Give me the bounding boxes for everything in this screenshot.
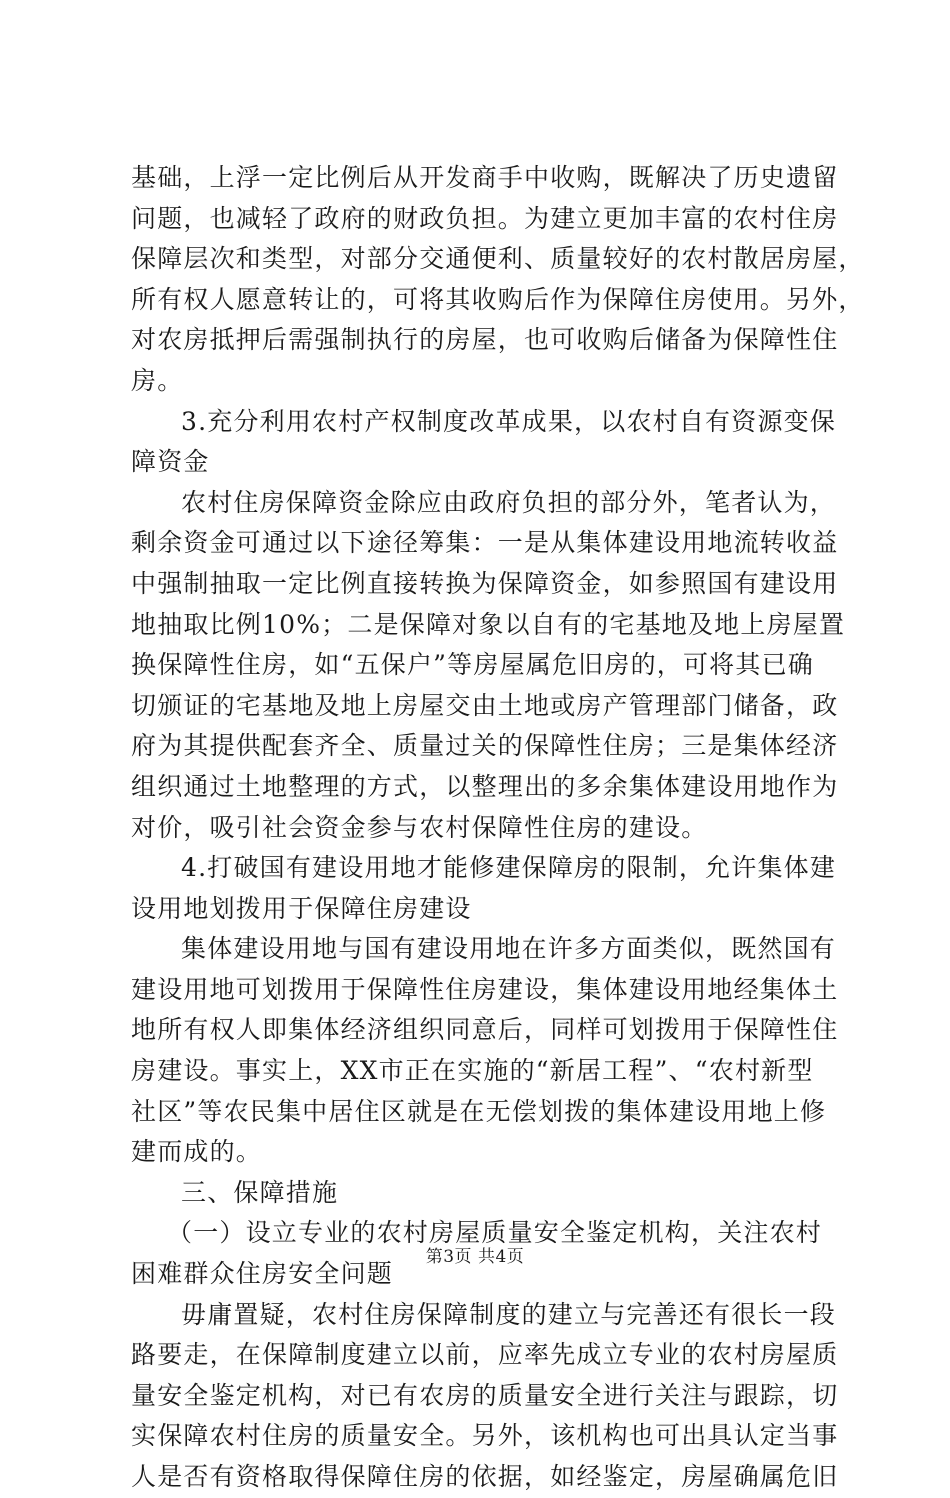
text-line: 房建设。事实上，XX市正在实施的“新居工程”、“农村新型 — [131, 1056, 814, 1086]
text-line: 地抽取比例10%；二是保障对象以自有的宅基地及地上房屋置 — [131, 609, 846, 639]
document-body — [131, 158, 865, 1498]
text-line: 切颁证的宅基地及地上房屋交由土地或房产管理部门储备，政 — [131, 690, 839, 720]
text-line: 所有权人愿意转让的，可将其收购后作为保障住房使用。另外， — [131, 284, 865, 314]
text-line: 保障层次和类型，对部分交通便利、质量较好的农村散居房屋， — [131, 244, 865, 274]
subsection-heading-1: （一）设立专业的农村房屋质量安全鉴定机构，关注农村 — [167, 1218, 823, 1248]
text-line: 困难群众住房安全问题 — [131, 1259, 394, 1289]
paragraph-start: 农村住房保障资金除应由政府负担的部分外，笔者认为， — [181, 487, 837, 517]
text-line: 实保障农村住房的质量安全。另外，该机构也可出具认定当事 — [131, 1421, 839, 1451]
text-line: 对价，吸引社会资金参与农村保障性住房的建设。 — [131, 812, 708, 842]
section-heading-3: 3.充分利用农村产权制度改革成果，以农村自有资源变保 — [181, 406, 837, 436]
section-heading-part-3: 三、保障措施 — [181, 1177, 339, 1207]
text-line: 建设用地可划拨用于保障性住房建设，集体建设用地经集体土 — [131, 974, 839, 1004]
text-line: 问题，也减轻了政府的财政负担。为建立更加丰富的农村住房 — [131, 203, 839, 233]
text-line: 社区”等农民集中居住区就是在无偿划拨的集体建设用地上修 — [131, 1096, 827, 1126]
page-number-footer: 第3页 共4页 — [425, 1247, 525, 1267]
text-line: 府为其提供配套齐全、质量过关的保障性住房；三是集体经济 — [131, 731, 839, 761]
text-line: 地所有权人即集体经济组织同意后，同样可划拨用于保障性住 — [131, 1015, 839, 1045]
text-line: 量安全鉴定机构，对已有农房的质量安全进行关注与跟踪，切 — [131, 1380, 839, 1410]
text-line: 换保障性住房，如“五保户”等房屋属危旧房的，可将其已确 — [131, 650, 814, 680]
text-line: 组织通过土地整理的方式，以整理出的多余集体建设用地作为 — [131, 771, 839, 801]
text-line: 设用地划拨用于保障住房建设 — [131, 893, 472, 923]
text-line: 障资金 — [131, 447, 210, 477]
section-heading-4: 4.打破国有建设用地才能修建保障房的限制，允许集体建 — [181, 853, 837, 883]
paragraph-start: 毋庸置疑，农村住房保障制度的建立与完善还有很长一段 — [181, 1299, 837, 1329]
text-line: 房。 — [131, 365, 184, 395]
text-line: 建而成的。 — [131, 1137, 263, 1167]
text-line: 剩余资金可通过以下途径筹集：一是从集体建设用地流转收益 — [131, 528, 839, 558]
text-line: 对农房抵押后需强制执行的房屋，也可收购后储备为保障性住 — [131, 325, 839, 355]
text-line: 基础，上浮一定比例后从开发商手中收购，既解决了历史遗留 — [131, 163, 839, 192]
text-line: 人是否有资格取得保障住房的依据，如经鉴定，房屋确属危旧 — [131, 1462, 839, 1491]
text-line: 中强制抽取一定比例直接转换为保障资金，如参照国有建设用 — [131, 568, 839, 598]
text-line: 路要走，在保障制度建立以前，应率先成立专业的农村房屋质 — [131, 1340, 839, 1370]
paragraph-start: 集体建设用地与国有建设用地在许多方面类似，既然国有 — [181, 934, 837, 964]
